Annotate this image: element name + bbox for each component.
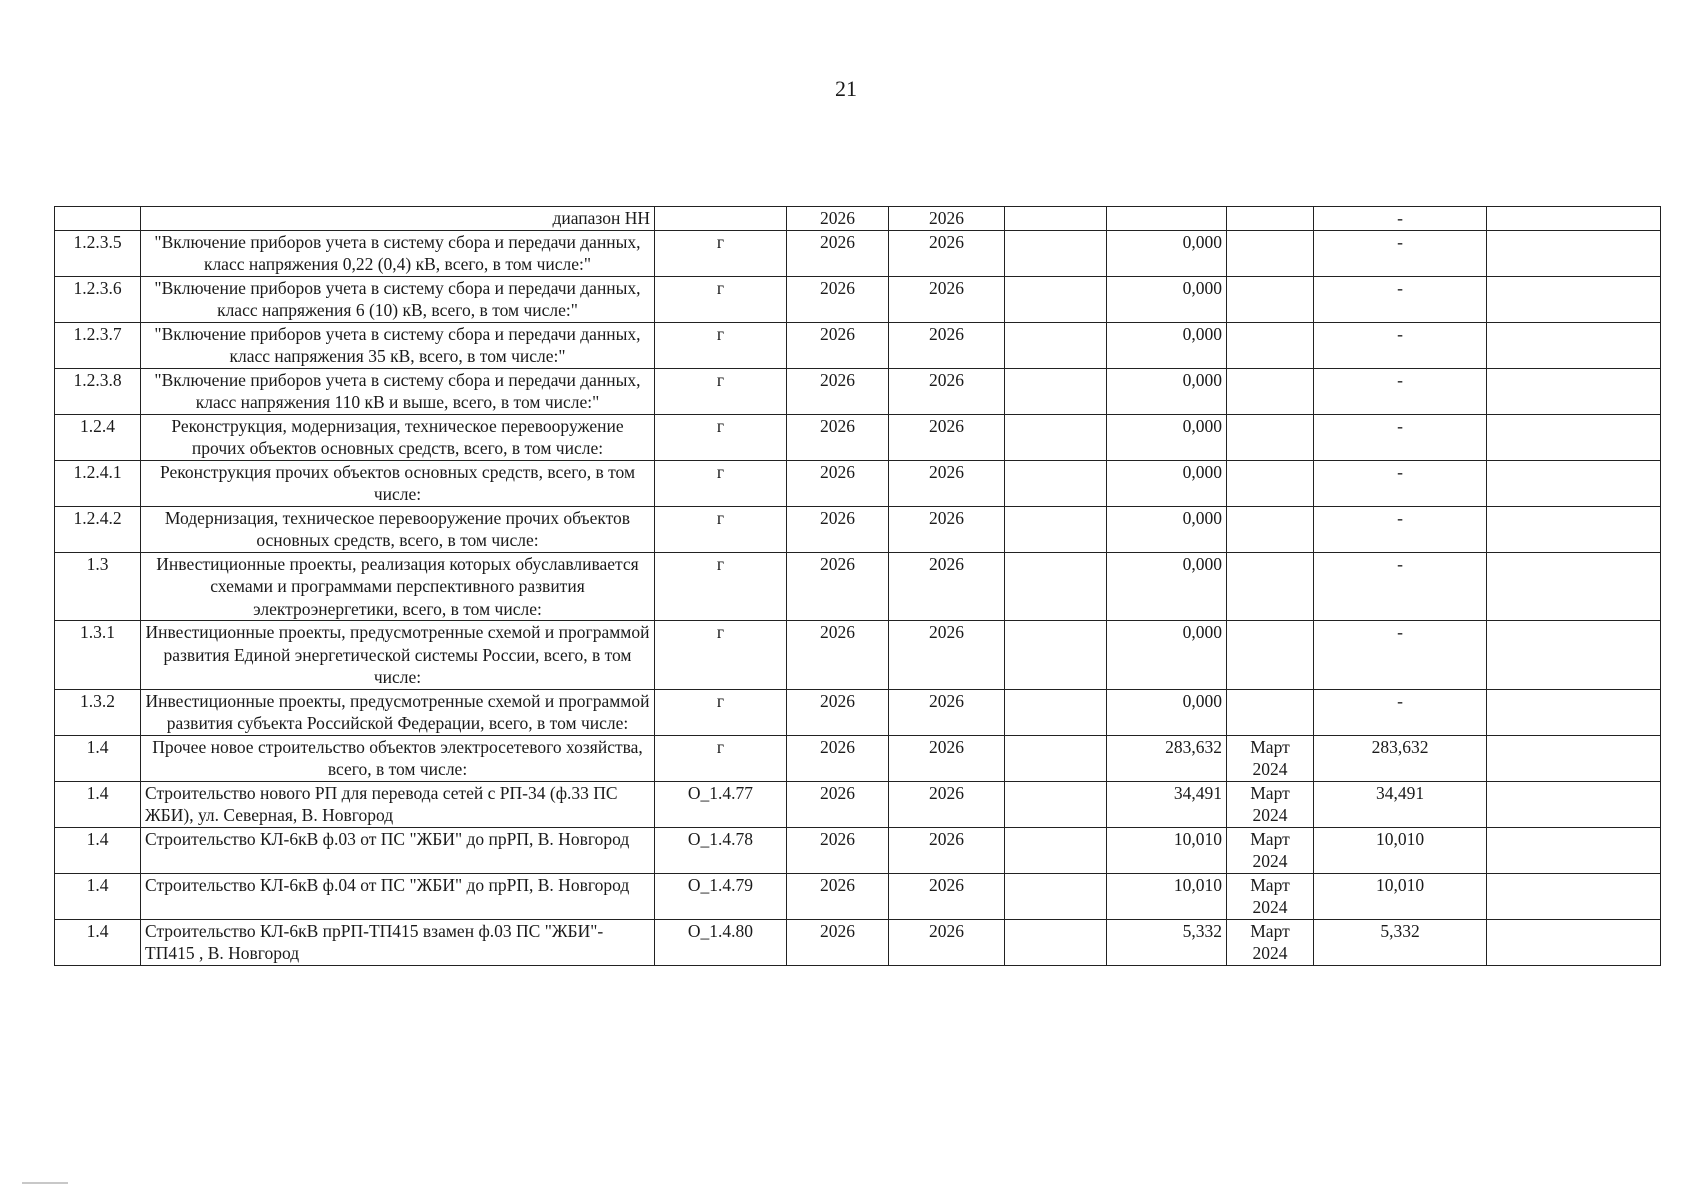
row-value: 283,632: [1107, 735, 1227, 781]
row-value2: -: [1314, 552, 1487, 621]
row-col6: [1005, 781, 1107, 827]
row-year-end: 2026: [889, 689, 1005, 735]
row-col10: [1487, 781, 1661, 827]
row-code: О_1.4.80: [655, 919, 787, 965]
row-col6: [1005, 689, 1107, 735]
row-value: 0,000: [1107, 621, 1227, 690]
row-year-start: 2026: [787, 781, 889, 827]
row-number: 1.3: [55, 552, 141, 621]
row-number: 1.4: [55, 873, 141, 919]
table-row: [55, 919, 1661, 965]
row-name: Строительство КЛ-6кВ ф.03 от ПС "ЖБИ" до прРП, В. Новгород: [141, 827, 655, 873]
row-value: 10,010: [1107, 827, 1227, 873]
row-col10: [1487, 207, 1661, 231]
row-col10: [1487, 689, 1661, 735]
row-col6: [1005, 230, 1107, 276]
row-year-start: 2026: [787, 414, 889, 460]
row-code: г: [655, 735, 787, 781]
table-row: [55, 552, 1661, 621]
row-year-start: 2026: [787, 276, 889, 322]
row-number: 1.2.3.6: [55, 276, 141, 322]
row-number: 1.4: [55, 827, 141, 873]
row-number: 1.4: [55, 919, 141, 965]
table-row: [55, 207, 1661, 231]
row-year-end: 2026: [889, 368, 1005, 414]
table-row: [55, 689, 1661, 735]
row-date: Март 2024: [1227, 735, 1314, 781]
row-col10: [1487, 230, 1661, 276]
row-value: 0,000: [1107, 460, 1227, 506]
row-col6: [1005, 368, 1107, 414]
row-value2: -: [1314, 276, 1487, 322]
row-value: [1107, 207, 1227, 231]
row-value2: -: [1314, 621, 1487, 690]
row-value2: -: [1314, 414, 1487, 460]
row-code: г: [655, 414, 787, 460]
row-year-start: 2026: [787, 827, 889, 873]
row-date: [1227, 460, 1314, 506]
row-value: 0,000: [1107, 414, 1227, 460]
row-col6: [1005, 506, 1107, 552]
row-date: [1227, 207, 1314, 231]
row-value2: -: [1314, 207, 1487, 231]
row-value: 10,010: [1107, 873, 1227, 919]
row-name: "Включение приборов учета в систему сбора и передачи данных, класс напряжения 6 (10) кВ, всего, в том числе:": [141, 276, 655, 322]
row-value2: -: [1314, 689, 1487, 735]
row-value: 0,000: [1107, 230, 1227, 276]
row-col6: [1005, 552, 1107, 621]
row-col10: [1487, 368, 1661, 414]
row-year-start: 2026: [787, 368, 889, 414]
row-year-end: 2026: [889, 506, 1005, 552]
row-value: 0,000: [1107, 506, 1227, 552]
row-col10: [1487, 873, 1661, 919]
row-code: г: [655, 552, 787, 621]
row-year-start: 2026: [787, 230, 889, 276]
row-code: г: [655, 276, 787, 322]
table-row: [55, 460, 1661, 506]
row-code: г: [655, 368, 787, 414]
row-year-end: 2026: [889, 276, 1005, 322]
row-year-end: 2026: [889, 552, 1005, 621]
row-value2: -: [1314, 230, 1487, 276]
row-code: [655, 207, 787, 231]
row-year-start: 2026: [787, 322, 889, 368]
row-number: 1.2.4.1: [55, 460, 141, 506]
row-year-start: 2026: [787, 621, 889, 690]
row-year-start: 2026: [787, 552, 889, 621]
row-col6: [1005, 621, 1107, 690]
row-year-end: 2026: [889, 207, 1005, 231]
row-number: 1.2.3.7: [55, 322, 141, 368]
row-year-start: 2026: [787, 460, 889, 506]
row-date: [1227, 621, 1314, 690]
row-value: 34,491: [1107, 781, 1227, 827]
row-value2: -: [1314, 460, 1487, 506]
table-row: [55, 621, 1661, 690]
investment-table: [54, 206, 1661, 966]
row-year-end: 2026: [889, 621, 1005, 690]
table-row: [55, 276, 1661, 322]
row-year-start: 2026: [787, 919, 889, 965]
row-name: Строительство нового РП для перевода сетей с РП-34 (ф.33 ПС ЖБИ), ул. Северная, В. Новгород: [141, 781, 655, 827]
row-date: Март 2024: [1227, 781, 1314, 827]
row-year-end: 2026: [889, 827, 1005, 873]
row-year-end: 2026: [889, 735, 1005, 781]
row-date: [1227, 368, 1314, 414]
row-value: 0,000: [1107, 322, 1227, 368]
row-code: О_1.4.77: [655, 781, 787, 827]
row-col10: [1487, 735, 1661, 781]
row-name: Инвестиционные проекты, предусмотренные схемой и программой развития субъекта Российской Федерации, всего, в том числе:: [141, 689, 655, 735]
row-date: [1227, 552, 1314, 621]
row-name: Прочее новое строительство объектов электросетевого хозяйства, всего, в том числе:: [141, 735, 655, 781]
row-number: 1.2.3.8: [55, 368, 141, 414]
row-date: [1227, 689, 1314, 735]
row-col10: [1487, 414, 1661, 460]
row-date: [1227, 414, 1314, 460]
row-year-end: 2026: [889, 919, 1005, 965]
row-name: Реконструкция прочих объектов основных средств, всего, в том числе:: [141, 460, 655, 506]
table-row: [55, 414, 1661, 460]
table-row: [55, 781, 1661, 827]
row-value: 0,000: [1107, 689, 1227, 735]
row-date: [1227, 230, 1314, 276]
row-code: г: [655, 230, 787, 276]
table-row: [55, 506, 1661, 552]
row-number: 1.4: [55, 781, 141, 827]
table-row: [55, 827, 1661, 873]
row-value: 5,332: [1107, 919, 1227, 965]
row-col10: [1487, 621, 1661, 690]
row-date: Март 2024: [1227, 919, 1314, 965]
row-date: [1227, 276, 1314, 322]
row-col10: [1487, 552, 1661, 621]
row-number: 1.4: [55, 735, 141, 781]
row-value2: -: [1314, 368, 1487, 414]
row-name: Инвестиционные проекты, реализация которых обуславливается схемами и программами перспективного развития электроэнергетики, всего, в том числе:: [141, 552, 655, 621]
row-date: [1227, 506, 1314, 552]
row-code: О_1.4.78: [655, 827, 787, 873]
row-number: 1.2.4.2: [55, 506, 141, 552]
row-code: О_1.4.79: [655, 873, 787, 919]
table-row: [55, 873, 1661, 919]
row-value2: 34,491: [1314, 781, 1487, 827]
row-name: "Включение приборов учета в систему сбора и передачи данных, класс напряжения 0,22 (0,4) кВ, всего, в том числе:": [141, 230, 655, 276]
row-number: 1.2.4: [55, 414, 141, 460]
row-date: [1227, 322, 1314, 368]
row-col6: [1005, 207, 1107, 231]
row-name: Строительство КЛ-6кВ ф.04 от ПС "ЖБИ" до прРП, В. Новгород: [141, 873, 655, 919]
row-year-end: 2026: [889, 781, 1005, 827]
row-number: 1.3.1: [55, 621, 141, 690]
row-number: 1.2.3.5: [55, 230, 141, 276]
row-col6: [1005, 919, 1107, 965]
row-col10: [1487, 506, 1661, 552]
row-value2: 283,632: [1314, 735, 1487, 781]
row-col6: [1005, 414, 1107, 460]
row-value2: -: [1314, 322, 1487, 368]
row-col10: [1487, 827, 1661, 873]
row-number: 1.3.2: [55, 689, 141, 735]
row-value2: 10,010: [1314, 827, 1487, 873]
row-col10: [1487, 919, 1661, 965]
row-code: г: [655, 322, 787, 368]
row-name: "Включение приборов учета в систему сбора и передачи данных, класс напряжения 35 кВ, всего, в том числе:": [141, 322, 655, 368]
row-number: [55, 207, 141, 231]
table-row: [55, 230, 1661, 276]
row-name: Реконструкция, модернизация, техническое перевооружение прочих объектов основных средств, всего, в том числе:: [141, 414, 655, 460]
row-date: Март 2024: [1227, 827, 1314, 873]
row-code: г: [655, 506, 787, 552]
row-value: 0,000: [1107, 552, 1227, 621]
row-value2: 10,010: [1314, 873, 1487, 919]
row-name: Модернизация, техническое перевооружение прочих объектов основных средств, всего, в том числе:: [141, 506, 655, 552]
row-name: "Включение приборов учета в систему сбора и передачи данных, класс напряжения 110 кВ и выше, всего, в том числе:": [141, 368, 655, 414]
row-col6: [1005, 873, 1107, 919]
row-col6: [1005, 735, 1107, 781]
row-year-end: 2026: [889, 414, 1005, 460]
row-year-end: 2026: [889, 230, 1005, 276]
table-row: [55, 322, 1661, 368]
row-col10: [1487, 322, 1661, 368]
row-col6: [1005, 322, 1107, 368]
row-col10: [1487, 460, 1661, 506]
row-year-end: 2026: [889, 322, 1005, 368]
table-body: [55, 207, 1661, 966]
row-name: диапазон НН: [141, 207, 655, 231]
scan-artifact: [22, 1182, 68, 1184]
table-row: [55, 368, 1661, 414]
table-row: [55, 735, 1661, 781]
row-name: Инвестиционные проекты, предусмотренные схемой и программой развития Единой энергетической системы России, всего, в том числе:: [141, 621, 655, 690]
row-year-end: 2026: [889, 873, 1005, 919]
row-year-start: 2026: [787, 689, 889, 735]
row-year-end: 2026: [889, 460, 1005, 506]
row-value2: 5,332: [1314, 919, 1487, 965]
row-value: 0,000: [1107, 276, 1227, 322]
row-year-start: 2026: [787, 506, 889, 552]
row-year-start: 2026: [787, 207, 889, 231]
page-number: 21: [835, 76, 857, 101]
row-code: г: [655, 460, 787, 506]
row-col6: [1005, 460, 1107, 506]
row-name: Строительство КЛ-6кВ прРП-ТП415 взамен ф.03 ПС "ЖБИ"-ТП415 , В. Новгород: [141, 919, 655, 965]
row-value2: -: [1314, 506, 1487, 552]
row-year-start: 2026: [787, 873, 889, 919]
row-col10: [1487, 276, 1661, 322]
row-code: г: [655, 689, 787, 735]
row-code: г: [655, 621, 787, 690]
row-col6: [1005, 276, 1107, 322]
row-col6: [1005, 827, 1107, 873]
row-year-start: 2026: [787, 735, 889, 781]
row-value: 0,000: [1107, 368, 1227, 414]
row-date: Март 2024: [1227, 873, 1314, 919]
